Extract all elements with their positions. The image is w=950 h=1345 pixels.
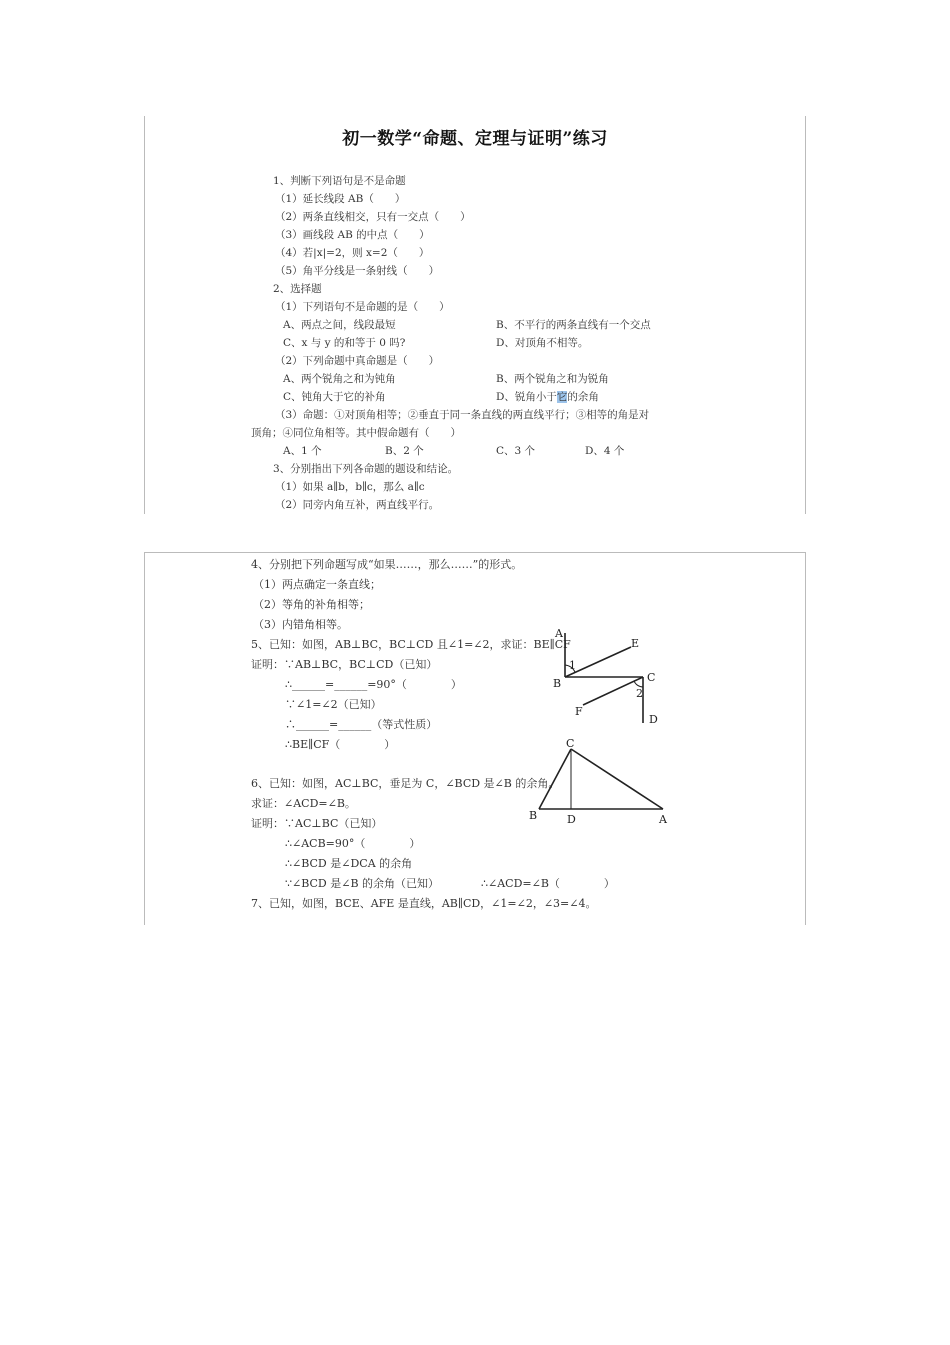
- label-d: D: [567, 813, 576, 826]
- q2-3-option-c: C、3 个: [496, 445, 536, 457]
- q5-proof-line-3: ∵∠1=∠2（已知）: [285, 698, 382, 711]
- label-a: A: [659, 813, 667, 826]
- text-selection-highlight[interactable]: 它: [556, 391, 568, 403]
- q1-item-5: （5）角平分线是一条射线（ ）: [275, 265, 440, 277]
- q5-proof-line-4: ∴______=______（等式性质）: [285, 718, 438, 731]
- segment-bc: [539, 749, 571, 809]
- label-f: F: [575, 705, 583, 718]
- q1-item-3: （3）画线段 AB 的中点（ ）: [275, 229, 430, 241]
- q3-item-2: （2）同旁内角互补，两直线平行。: [275, 499, 440, 511]
- q1-item-1: （1）延长线段 AB（ ）: [275, 193, 406, 205]
- q2-sub-3-cont: 顶角；④同位角相等。其中假命题有（ ）: [251, 427, 461, 439]
- q1-item-4: （4）若|x|=2，则 x=2（ ）: [275, 247, 430, 259]
- q2-2-option-b: B、两个锐角之和为锐角: [496, 373, 609, 385]
- label-1: 1: [569, 659, 576, 672]
- page-title: 初一数学“命题、定理与证明”练习: [342, 129, 608, 149]
- q6-proof-line-4: ∵∠BCD 是∠B 的余角（已知）: [285, 877, 440, 890]
- label-c: C: [566, 737, 575, 750]
- question-3-heading: 3、分别指出下列各命题的题设和结论。: [273, 463, 459, 475]
- label-d: D: [649, 713, 658, 726]
- q2-2-option-d-text-a: D、锐角小于: [496, 391, 557, 403]
- q5-figure: [545, 625, 665, 735]
- q4-item-1: （1）两点确定一条直线；: [253, 578, 381, 591]
- q6-proof-line-1: 证明：∵AC⊥BC（已知）: [251, 817, 383, 830]
- q6-proof-line-5: ∴∠ACD=∠B（ ）: [481, 877, 615, 890]
- q5-proof-line-5: ∴BE∥CF（ ）: [285, 738, 396, 751]
- q4-item-2: （2）等角的补角相等；: [253, 598, 370, 611]
- worksheet-page-2: [144, 552, 806, 925]
- label-b: B: [553, 677, 562, 690]
- q2-3-option-d: D、4 个: [585, 445, 625, 457]
- q3-item-1: （1）如果 a∥b，b∥c，那么 a∥c: [275, 481, 425, 493]
- q5-proof-line-2: ∴______=______=90°（ ）: [285, 678, 462, 691]
- q2-2-option-d: [496, 390, 599, 404]
- q2-1-option-c: C、x 与 y 的和等于 0 吗?: [283, 337, 406, 349]
- q6-figure: [525, 739, 675, 829]
- q2-2-option-c: C、钝角大于它的补角: [283, 391, 386, 403]
- q2-2-option-d-text-b: 的余角: [567, 391, 599, 403]
- q2-3-option-a: A、1 个: [283, 445, 322, 457]
- question-6-heading: 6、已知：如图，AC⊥BC，垂足为 C，∠BCD 是∠B 的余角。: [251, 777, 560, 790]
- worksheet-page-1: [144, 116, 806, 514]
- q6-to-prove: 求证：∠ACD=∠B。: [251, 797, 356, 810]
- q2-3-option-b: B、2 个: [385, 445, 424, 457]
- question-4-heading: 4、分别把下列命题写成“如果……，那么……”的形式。: [251, 558, 523, 571]
- q6-proof-line-2: ∴∠ACB=90°（ ）: [285, 837, 421, 850]
- q1-item-2: （2）两条直线相交，只有一交点（ ）: [275, 211, 471, 223]
- label-b: B: [529, 809, 538, 822]
- q5-proof-line-1: 证明：∵AB⊥BC，BC⊥CD（已知）: [251, 658, 438, 671]
- label-e: E: [631, 637, 640, 650]
- q4-item-3: （3）内错角相等。: [253, 618, 348, 631]
- question-7-heading: 7、已知，如图，BCE、AFE 是直线，AB∥CD，∠1=∠2，∠3=∠4。: [251, 897, 597, 910]
- q2-1-option-a: A、两点之间，线段最短: [283, 319, 396, 331]
- segment-ca: [571, 749, 663, 809]
- q2-1-option-b: B、不平行的两条直线有一个交点: [496, 319, 651, 331]
- q2-2-option-a: A、两个锐角之和为钝角: [283, 373, 396, 385]
- q2-sub-3: （3）命题：①对顶角相等；②垂直于同一条直线的两直线平行；③相等的角是对: [275, 409, 650, 421]
- question-2-heading: 2、选择题: [273, 283, 322, 295]
- label-2: 2: [636, 687, 643, 700]
- question-1-heading: 1、判断下列语句是不是命题: [273, 175, 406, 187]
- label-a: A: [555, 627, 563, 640]
- label-c: C: [647, 671, 656, 684]
- q2-1-option-d: D、对顶角不相等。: [496, 337, 589, 349]
- question-5-heading: 5、已知：如图，AB⊥BC，BC⊥CD 且∠1=∠2，求证：BE∥CF: [251, 638, 571, 651]
- q6-proof-line-3: ∴∠BCD 是∠DCA 的余角: [285, 857, 413, 870]
- q2-sub-2: （2）下列命题中真命题是（ ）: [275, 355, 440, 367]
- q2-sub-1: （1）下列语句不是命题的是（ ）: [275, 301, 450, 313]
